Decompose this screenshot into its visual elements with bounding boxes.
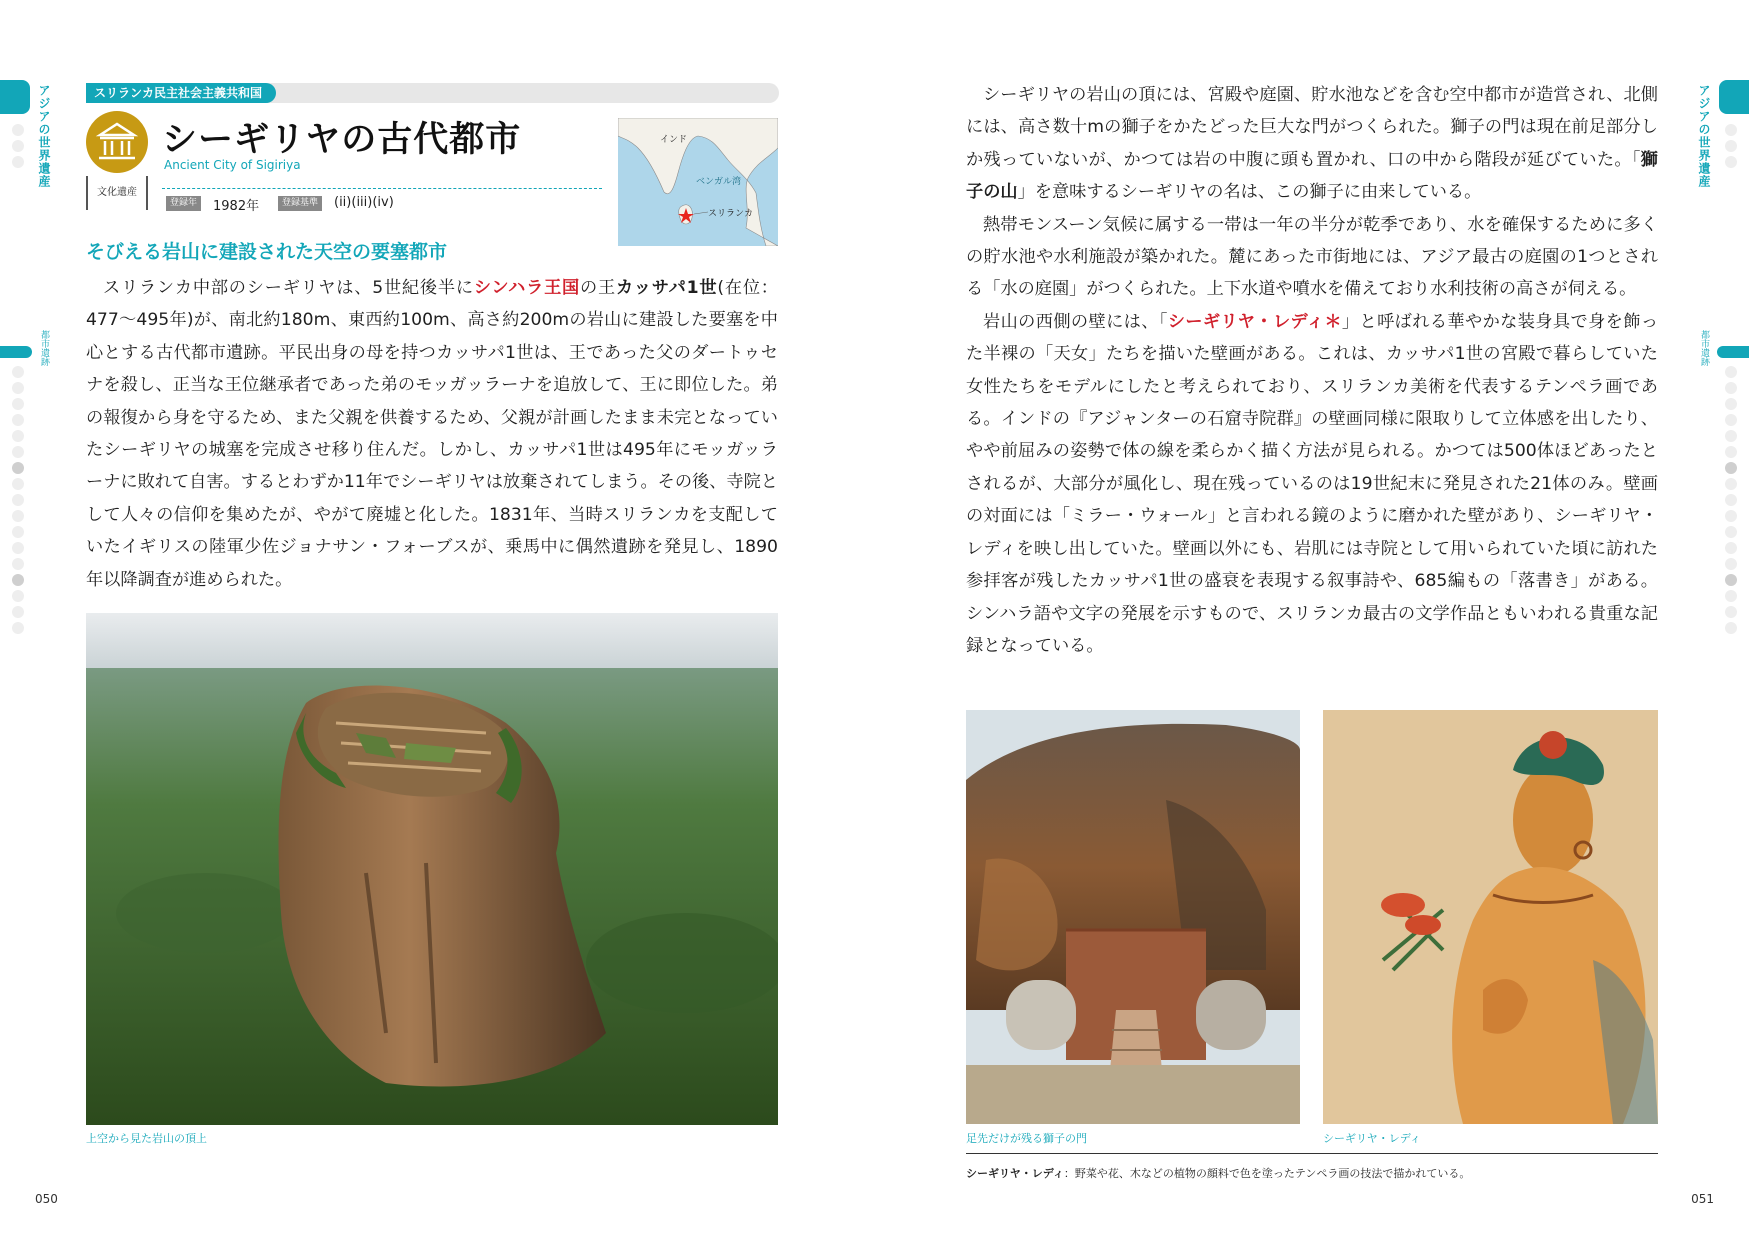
right-paragraph-1: シーギリヤの岩山の頂には、宮殿や庭園、貯水池などを含む空中都市が造営され、北側には、高さ数十mの獅子をかたどった巨大な門がつくられた。獅子の門は現在前足部分しか残っていないが、かつては岩の中腹に頭も置かれ、口の中から階段が延びていた。「獅子の山」を意味するシーギリヤの名は、この獅子に由来している。 — [966, 85, 1658, 203]
lion-gate-photo — [966, 710, 1300, 1124]
country-tag: スリランカ民主社会主義共和国 — [86, 83, 276, 103]
map-label-india: インド — [660, 135, 688, 145]
criteria-value: (ii)(iii)(iv) — [334, 195, 394, 210]
side-marker-left — [0, 346, 32, 358]
heritage-badge — [86, 111, 148, 173]
page-number-left: 050 — [35, 1192, 58, 1206]
caption-lion-gate: 足先だけが残る獅子の門 — [966, 1132, 1087, 1145]
section-heading: そびえる岩山に建設された天空の要塞都市 — [86, 241, 448, 263]
caption-lady: シーギリヤ・レディ — [1323, 1132, 1421, 1145]
side-sublabel-left: 都市遺跡 — [39, 330, 49, 366]
right-body-text — [966, 79, 1658, 662]
side-tab-right — [1719, 80, 1749, 114]
caption-aerial: 上空から見た岩山の頂上 — [86, 1132, 207, 1145]
map-label-bay: ベンガル湾 — [696, 177, 742, 187]
header-divider — [162, 188, 602, 189]
page-number-right: 051 — [1691, 1192, 1714, 1206]
side-label-left: アジアの世界遺産 — [37, 84, 51, 188]
right-paragraph-2: 熱帯モンスーン気候に属する一帯は一年の半分が乾季であり、水を確保するために多くの貯水池や水利施設が築かれた。麓にあった市街地には、アジア最古の庭園の1つとされる「水の庭園」がつくられた。上下水道や噴水を備えており水利技術の高さが伺える。 — [966, 214, 1658, 300]
right-paragraph-3: 岩山の西側の壁には、「シーギリヤ・レディ＊」と呼ばれる華やかな装身具で身を飾った半裸の「天女」たちを描いた壁画がある。これは、カッサパ1世の宮殿で暮らしていた女性たちをモデルにしたと考えられており、スリランカ美術を代表するテンペラ画である。インドの『アジャンターの石窟寺院群』の壁画同様に限取りして立体感を出したり、やや前屈みの姿勢で体の線を柔らかく描く方法が見られる。かつては500体ほどあったとされるが、大部分が風化し、現在残っているのは19世紀末に発見された21体のみ。壁画の対面には「ミラー・ウォール」と言われる鏡のように磨かれた壁があり、シーギリヤ・レディを映し出していた。壁画以外にも、岩肌には寺院として用いられていた頃に訪れた参拝客が残したカッサパ1世の盛衰を表現する叙事詩や、685編もの「落書き」がある。シンハラ語や文字の発展を示すもので、スリランカ最古の文学作品ともいわれる貴重な記録となっている。 — [966, 311, 1659, 656]
aerial-rock-photo — [86, 613, 778, 1125]
sigiriya-lady-photo — [1323, 710, 1658, 1124]
footnote-divider — [966, 1153, 1658, 1154]
side-dots-right-top — [1725, 124, 1737, 172]
side-marker-right — [1717, 346, 1749, 358]
side-dots-left — [12, 366, 24, 638]
map-label-srilanka: スリランカ — [708, 209, 754, 219]
left-body-text: スリランカ中部のシーギリヤは、5世紀後半にシンハラ王国の王カッサパ1世(在位：477〜495年)が、南北約180m、東西約100m、高さ約200mの岩山に建設した要塞を中心とする古代都市遺跡。平民出身の母を持つカッサパ1世は、王であった父のダートゥセナを殺し、正当な王位継承者であった弟のモッガッラーナを追放して、王に即位した。弟の報復から身を守るため、また父親を供養するため、父親が計画したまま未完となっていたシーギリヤの城塞を完成させ移り住んだ。しかし、カッサパ1世は495年にモッガッラーナに敗れて自害。するとわずか11年でシーギリヤは放棄されてしまう。その後、寺院として人々の信仰を集めたが、やがて廃墟と化した。1831年、当時スリランカを支配していたイギリスの陸軍少佐ジョナサン・フォーブスが、乗馬中に偶然遺跡を発見し、1890年以降調査が進められた。 — [86, 278, 778, 590]
year-value: 1982年 — [213, 199, 260, 214]
page-subtitle: Ancient City of Sigiriya — [164, 158, 301, 172]
category-label: 文化遺産 — [86, 176, 148, 210]
side-dots-left-top — [12, 124, 24, 172]
side-dots-right — [1725, 366, 1737, 638]
temple-icon — [86, 111, 148, 173]
location-map — [618, 118, 778, 246]
page-title: シーギリヤの古代都市 — [162, 120, 522, 160]
year-label: 登録年 — [166, 196, 201, 211]
side-sublabel-right: 都市遺跡 — [1699, 330, 1709, 366]
criteria-label: 登録基準 — [278, 196, 322, 211]
side-label-right: アジアの世界遺産 — [1697, 84, 1711, 188]
footnote: シーギリヤ・レディ：野菜や花、木などの植物の顔料で色を塗ったテンペラ画の技法で描かれている。 — [966, 1167, 1471, 1180]
side-tab-left — [0, 80, 30, 114]
